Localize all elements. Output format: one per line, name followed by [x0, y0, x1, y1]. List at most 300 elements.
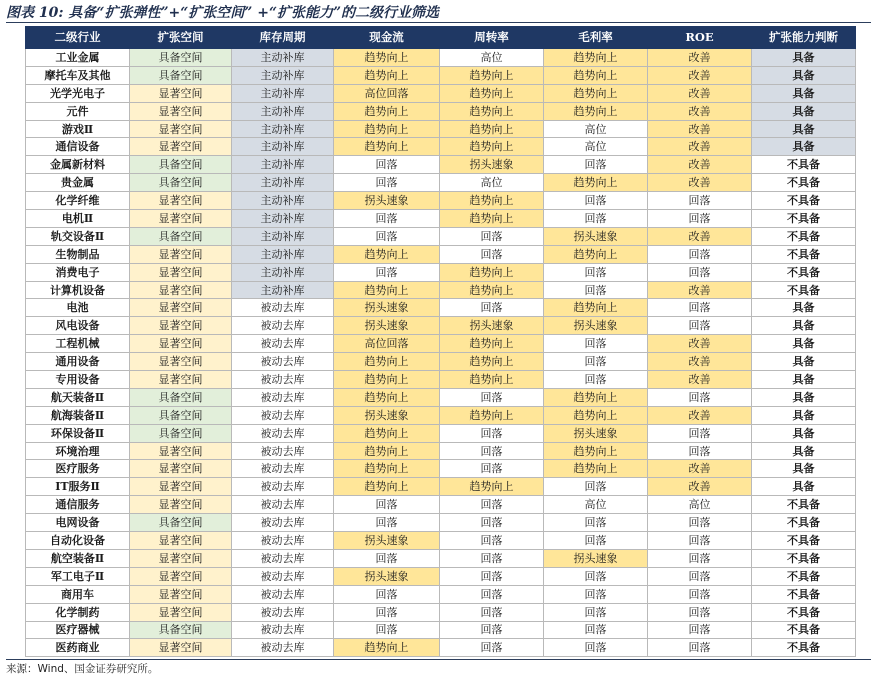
metric-cell: 被动去库: [232, 353, 334, 371]
judgement-cell: 不具备: [752, 263, 856, 281]
metric-cell: 趋势向上: [440, 406, 544, 424]
table-header-row: [26, 27, 856, 49]
table-row: [26, 514, 856, 532]
judgement-cell: 不具备: [752, 210, 856, 228]
metric-cell: 回落: [648, 388, 752, 406]
metric-cell: 高位: [440, 49, 544, 67]
metric-cell: 显著空间: [130, 639, 232, 657]
metric-cell: 回落: [334, 263, 440, 281]
metric-cell: 回落: [334, 210, 440, 228]
metric-cell: 趋势向上: [334, 460, 440, 478]
metric-cell: 被动去库: [232, 478, 334, 496]
metric-cell: 改善: [648, 371, 752, 389]
metric-cell: 改善: [648, 138, 752, 156]
metric-cell: 趋势向上: [440, 281, 544, 299]
table-row: [26, 496, 856, 514]
industry-name-cell: 元件: [26, 102, 130, 120]
metric-cell: 拐头速象: [334, 567, 440, 585]
metric-cell: 回落: [648, 442, 752, 460]
metric-cell: 主动补库: [232, 102, 334, 120]
judgement-cell: 不具备: [752, 549, 856, 567]
metric-cell: 主动补库: [232, 210, 334, 228]
metric-cell: 显著空间: [130, 442, 232, 460]
metric-cell: 显著空间: [130, 84, 232, 102]
metric-cell: 回落: [440, 603, 544, 621]
metric-cell: 显著空间: [130, 138, 232, 156]
metric-cell: 回落: [544, 210, 648, 228]
metric-cell: 趋势向上: [334, 478, 440, 496]
metric-cell: 趋势向上: [440, 102, 544, 120]
table-row: [26, 335, 856, 353]
table-row: [26, 388, 856, 406]
table-row: [26, 263, 856, 281]
table-row: [26, 102, 856, 120]
metric-cell: 主动补库: [232, 174, 334, 192]
metric-cell: 趋势向上: [440, 371, 544, 389]
metric-cell: 趋势向上: [544, 245, 648, 263]
metric-cell: 显著空间: [130, 532, 232, 550]
judgement-cell: 不具备: [752, 585, 856, 603]
table-body: [26, 49, 856, 657]
metric-cell: 回落: [440, 460, 544, 478]
industry-screening-table: [25, 26, 856, 657]
judgement-cell: 具备: [752, 406, 856, 424]
metric-cell: 具备空间: [130, 227, 232, 245]
industry-name-cell: IT服务Ⅱ: [26, 478, 130, 496]
metric-cell: 趋势向上: [334, 639, 440, 657]
metric-cell: 显著空间: [130, 567, 232, 585]
title-divider: [6, 22, 871, 23]
metric-cell: 趋势向上: [440, 84, 544, 102]
industry-name-cell: 航空装备Ⅱ: [26, 549, 130, 567]
judgement-cell: 具备: [752, 84, 856, 102]
metric-cell: 回落: [334, 496, 440, 514]
judgement-cell: 具备: [752, 335, 856, 353]
metric-cell: 趋势向上: [544, 299, 648, 317]
metric-cell: 趋势向上: [544, 406, 648, 424]
metric-cell: 被动去库: [232, 388, 334, 406]
metric-cell: 拐头速象: [334, 299, 440, 317]
metric-cell: 回落: [648, 192, 752, 210]
industry-name-cell: 通信设备: [26, 138, 130, 156]
metric-cell: 拐头速象: [334, 532, 440, 550]
metric-cell: 回落: [648, 424, 752, 442]
metric-cell: 回落: [334, 603, 440, 621]
metric-cell: 拐头速象: [544, 549, 648, 567]
metric-cell: 回落: [544, 639, 648, 657]
judgement-cell: 具备: [752, 120, 856, 138]
table-row: [26, 317, 856, 335]
metric-cell: 回落: [544, 263, 648, 281]
metric-cell: 显著空间: [130, 549, 232, 567]
metric-cell: 回落: [334, 621, 440, 639]
metric-cell: 回落: [440, 514, 544, 532]
metric-cell: 趋势向上: [440, 66, 544, 84]
metric-cell: 具备空间: [130, 406, 232, 424]
metric-cell: 趋势向上: [440, 335, 544, 353]
metric-cell: 主动补库: [232, 192, 334, 210]
judgement-cell: 具备: [752, 371, 856, 389]
metric-cell: 改善: [648, 460, 752, 478]
metric-cell: 回落: [440, 299, 544, 317]
table-row: [26, 156, 856, 174]
table-row: [26, 281, 856, 299]
metric-cell: 显著空间: [130, 335, 232, 353]
figure-title: 图表 10: 具备“扩张弹性”+“扩张空间” +“扩张能力”的二级行业筛选: [6, 5, 440, 21]
metric-cell: 被动去库: [232, 585, 334, 603]
judgement-cell: 具备: [752, 478, 856, 496]
metric-cell: 具备空间: [130, 621, 232, 639]
judgement-cell: 具备: [752, 388, 856, 406]
metric-cell: 回落: [648, 210, 752, 228]
judgement-cell: 不具备: [752, 621, 856, 639]
metric-cell: 显著空间: [130, 585, 232, 603]
metric-cell: 被动去库: [232, 460, 334, 478]
metric-cell: 改善: [648, 84, 752, 102]
metric-cell: 趋势向上: [440, 138, 544, 156]
table-row: [26, 120, 856, 138]
metric-cell: 回落: [440, 227, 544, 245]
metric-cell: 回落: [544, 371, 648, 389]
metric-cell: 高位回落: [334, 335, 440, 353]
metric-cell: 趋势向上: [334, 66, 440, 84]
table-row: [26, 639, 856, 657]
industry-name-cell: 军工电子Ⅱ: [26, 567, 130, 585]
metric-cell: 趋势向上: [334, 120, 440, 138]
metric-cell: 趋势向上: [544, 388, 648, 406]
metric-cell: 回落: [648, 317, 752, 335]
metric-cell: 高位: [544, 138, 648, 156]
industry-name-cell: 轨交设备Ⅱ: [26, 227, 130, 245]
judgement-cell: 具备: [752, 442, 856, 460]
metric-cell: 回落: [648, 263, 752, 281]
metric-cell: 改善: [648, 156, 752, 174]
judgement-cell: 不具备: [752, 227, 856, 245]
industry-name-cell: 环境治理: [26, 442, 130, 460]
metric-cell: 回落: [544, 514, 648, 532]
table-row: [26, 84, 856, 102]
industry-name-cell: 航海装备Ⅱ: [26, 406, 130, 424]
industry-name-cell: 电池: [26, 299, 130, 317]
industry-name-cell: 金属新材料: [26, 156, 130, 174]
judgement-cell: 具备: [752, 317, 856, 335]
metric-cell: 改善: [648, 174, 752, 192]
column-header: ROE: [648, 27, 752, 49]
industry-name-cell: 医疗器械: [26, 621, 130, 639]
industry-name-cell: 工程机械: [26, 335, 130, 353]
metric-cell: 主动补库: [232, 49, 334, 67]
metric-cell: 回落: [440, 549, 544, 567]
table-row: [26, 138, 856, 156]
column-header: 库存周期: [232, 27, 334, 49]
industry-name-cell: 电机Ⅱ: [26, 210, 130, 228]
metric-cell: 被动去库: [232, 335, 334, 353]
metric-cell: 被动去库: [232, 514, 334, 532]
metric-cell: 趋势向上: [334, 442, 440, 460]
metric-cell: 显著空间: [130, 460, 232, 478]
metric-cell: 改善: [648, 335, 752, 353]
metric-cell: 主动补库: [232, 281, 334, 299]
metric-cell: 回落: [440, 532, 544, 550]
metric-cell: 显著空间: [130, 371, 232, 389]
metric-cell: 显著空间: [130, 210, 232, 228]
column-header: 毛利率: [544, 27, 648, 49]
metric-cell: 趋势向上: [334, 388, 440, 406]
metric-cell: 回落: [440, 567, 544, 585]
metric-cell: 回落: [544, 281, 648, 299]
metric-cell: 回落: [648, 532, 752, 550]
judgement-cell: 不具备: [752, 192, 856, 210]
table-row: [26, 174, 856, 192]
metric-cell: 被动去库: [232, 639, 334, 657]
column-header: 扩张空间: [130, 27, 232, 49]
table-row: [26, 460, 856, 478]
metric-cell: 高位: [648, 496, 752, 514]
metric-cell: 被动去库: [232, 424, 334, 442]
metric-cell: 主动补库: [232, 227, 334, 245]
table-row: [26, 442, 856, 460]
metric-cell: 回落: [334, 585, 440, 603]
metric-cell: 改善: [648, 478, 752, 496]
metric-cell: 趋势向上: [544, 460, 648, 478]
judgement-cell: 具备: [752, 299, 856, 317]
metric-cell: 回落: [334, 156, 440, 174]
industry-name-cell: 生物制品: [26, 245, 130, 263]
metric-cell: 趋势向上: [440, 120, 544, 138]
metric-cell: 趋势向上: [334, 49, 440, 67]
metric-cell: 回落: [544, 156, 648, 174]
metric-cell: 趋势向上: [544, 174, 648, 192]
metric-cell: 回落: [440, 388, 544, 406]
metric-cell: 高位: [440, 174, 544, 192]
metric-cell: 主动补库: [232, 245, 334, 263]
metric-cell: 具备空间: [130, 388, 232, 406]
judgement-cell: 具备: [752, 424, 856, 442]
judgement-cell: 不具备: [752, 532, 856, 550]
metric-cell: 趋势向上: [334, 424, 440, 442]
judgement-cell: 不具备: [752, 567, 856, 585]
metric-cell: 主动补库: [232, 66, 334, 84]
judgement-cell: 不具备: [752, 174, 856, 192]
judgement-cell: 具备: [752, 102, 856, 120]
metric-cell: 趋势向上: [334, 371, 440, 389]
judgement-cell: 不具备: [752, 281, 856, 299]
judgement-cell: 不具备: [752, 496, 856, 514]
judgement-cell: 不具备: [752, 639, 856, 657]
metric-cell: 改善: [648, 227, 752, 245]
metric-cell: 回落: [544, 335, 648, 353]
metric-cell: 主动补库: [232, 138, 334, 156]
source-note: 来源：Wind、国金证券研究所。: [6, 663, 159, 675]
metric-cell: 拐头速象: [440, 156, 544, 174]
metric-cell: 趋势向上: [544, 102, 648, 120]
industry-name-cell: 医药商业: [26, 639, 130, 657]
metric-cell: 显著空间: [130, 353, 232, 371]
metric-cell: 被动去库: [232, 621, 334, 639]
metric-cell: 被动去库: [232, 496, 334, 514]
metric-cell: 回落: [544, 621, 648, 639]
metric-cell: 被动去库: [232, 567, 334, 585]
metric-cell: 趋势向上: [440, 478, 544, 496]
metric-cell: 趋势向上: [544, 442, 648, 460]
industry-name-cell: 商用车: [26, 585, 130, 603]
industry-name-cell: 工业金属: [26, 49, 130, 67]
metric-cell: 回落: [648, 585, 752, 603]
metric-cell: 回落: [544, 585, 648, 603]
table-row: [26, 210, 856, 228]
judgement-cell: 具备: [752, 460, 856, 478]
industry-name-cell: 游戏Ⅱ: [26, 120, 130, 138]
table-row: [26, 532, 856, 550]
table-row: [26, 478, 856, 496]
metric-cell: 回落: [648, 549, 752, 567]
metric-cell: 具备空间: [130, 424, 232, 442]
table-row: [26, 49, 856, 67]
metric-cell: 显著空间: [130, 496, 232, 514]
metric-cell: 改善: [648, 406, 752, 424]
metric-cell: 趋势向上: [440, 210, 544, 228]
metric-cell: 拐头速象: [544, 424, 648, 442]
metric-cell: 拐头速象: [334, 406, 440, 424]
metric-cell: 改善: [648, 353, 752, 371]
metric-cell: 趋势向上: [440, 263, 544, 281]
table-row: [26, 424, 856, 442]
metric-cell: 回落: [440, 442, 544, 460]
metric-cell: 回落: [440, 424, 544, 442]
industry-name-cell: 通信服务: [26, 496, 130, 514]
metric-cell: 具备空间: [130, 49, 232, 67]
metric-cell: 回落: [544, 192, 648, 210]
metric-cell: 主动补库: [232, 263, 334, 281]
industry-name-cell: 专用设备: [26, 371, 130, 389]
metric-cell: 拐头速象: [544, 317, 648, 335]
metric-cell: 回落: [544, 532, 648, 550]
metric-cell: 被动去库: [232, 406, 334, 424]
metric-cell: 主动补库: [232, 156, 334, 174]
judgement-cell: 具备: [752, 353, 856, 371]
metric-cell: 回落: [440, 496, 544, 514]
table-row: [26, 567, 856, 585]
metric-cell: 主动补库: [232, 84, 334, 102]
industry-name-cell: 风电设备: [26, 317, 130, 335]
metric-cell: 拐头速象: [334, 317, 440, 335]
industry-name-cell: 贵金属: [26, 174, 130, 192]
metric-cell: 被动去库: [232, 299, 334, 317]
metric-cell: 趋势向上: [334, 138, 440, 156]
metric-cell: 高位回落: [334, 84, 440, 102]
table-row: [26, 585, 856, 603]
table-row: [26, 371, 856, 389]
metric-cell: 具备空间: [130, 514, 232, 532]
judgement-cell: 不具备: [752, 245, 856, 263]
metric-cell: 回落: [544, 478, 648, 496]
metric-cell: 趋势向上: [334, 353, 440, 371]
metric-cell: 主动补库: [232, 120, 334, 138]
metric-cell: 回落: [544, 353, 648, 371]
industry-name-cell: 电网设备: [26, 514, 130, 532]
industry-name-cell: 光学光电子: [26, 84, 130, 102]
metric-cell: 回落: [334, 514, 440, 532]
table-row: [26, 227, 856, 245]
industry-name-cell: 消费电子: [26, 263, 130, 281]
metric-cell: 回落: [544, 603, 648, 621]
judgement-cell: 不具备: [752, 156, 856, 174]
metric-cell: 回落: [648, 514, 752, 532]
industry-name-cell: 通用设备: [26, 353, 130, 371]
metric-cell: 回落: [648, 639, 752, 657]
table-row: [26, 603, 856, 621]
metric-cell: 显著空间: [130, 120, 232, 138]
table-row: [26, 66, 856, 84]
metric-cell: 趋势向上: [544, 49, 648, 67]
column-header: 扩张能力判断: [752, 27, 856, 49]
metric-cell: 被动去库: [232, 532, 334, 550]
metric-cell: 显著空间: [130, 317, 232, 335]
industry-name-cell: 计算机设备: [26, 281, 130, 299]
metric-cell: 回落: [544, 567, 648, 585]
metric-cell: 被动去库: [232, 317, 334, 335]
table-row: [26, 549, 856, 567]
judgement-cell: 具备: [752, 49, 856, 67]
metric-cell: 回落: [440, 639, 544, 657]
metric-cell: 回落: [440, 585, 544, 603]
table-row: [26, 621, 856, 639]
industry-name-cell: 摩托车及其他: [26, 66, 130, 84]
metric-cell: 回落: [648, 245, 752, 263]
industry-name-cell: 航天装备Ⅱ: [26, 388, 130, 406]
judgement-cell: 不具备: [752, 514, 856, 532]
industry-name-cell: 自动化设备: [26, 532, 130, 550]
metric-cell: 被动去库: [232, 603, 334, 621]
table-row: [26, 192, 856, 210]
metric-cell: 改善: [648, 66, 752, 84]
judgement-cell: 具备: [752, 138, 856, 156]
metric-cell: 高位: [544, 120, 648, 138]
industry-name-cell: 化学纤维: [26, 192, 130, 210]
metric-cell: 改善: [648, 120, 752, 138]
metric-cell: 趋势向上: [334, 245, 440, 263]
metric-cell: 回落: [648, 299, 752, 317]
metric-cell: 显著空间: [130, 192, 232, 210]
metric-cell: 回落: [648, 603, 752, 621]
metric-cell: 趋势向上: [544, 66, 648, 84]
metric-cell: 改善: [648, 281, 752, 299]
metric-cell: 趋势向上: [544, 84, 648, 102]
table-row: [26, 406, 856, 424]
metric-cell: 改善: [648, 49, 752, 67]
metric-cell: 具备空间: [130, 156, 232, 174]
metric-cell: 具备空间: [130, 174, 232, 192]
metric-cell: 回落: [334, 549, 440, 567]
metric-cell: 被动去库: [232, 442, 334, 460]
metric-cell: 回落: [648, 567, 752, 585]
metric-cell: 拐头速象: [334, 192, 440, 210]
metric-cell: 拐头速象: [440, 317, 544, 335]
metric-cell: 趋势向上: [440, 353, 544, 371]
metric-cell: 显著空间: [130, 478, 232, 496]
metric-cell: 显著空间: [130, 281, 232, 299]
metric-cell: 被动去库: [232, 549, 334, 567]
table-row: [26, 299, 856, 317]
metric-cell: 回落: [334, 174, 440, 192]
column-header: 周转率: [440, 27, 544, 49]
metric-cell: 改善: [648, 102, 752, 120]
metric-cell: 拐头速象: [544, 227, 648, 245]
metric-cell: 显著空间: [130, 263, 232, 281]
column-header: 二级行业: [26, 27, 130, 49]
judgement-cell: 不具备: [752, 603, 856, 621]
table-row: [26, 245, 856, 263]
